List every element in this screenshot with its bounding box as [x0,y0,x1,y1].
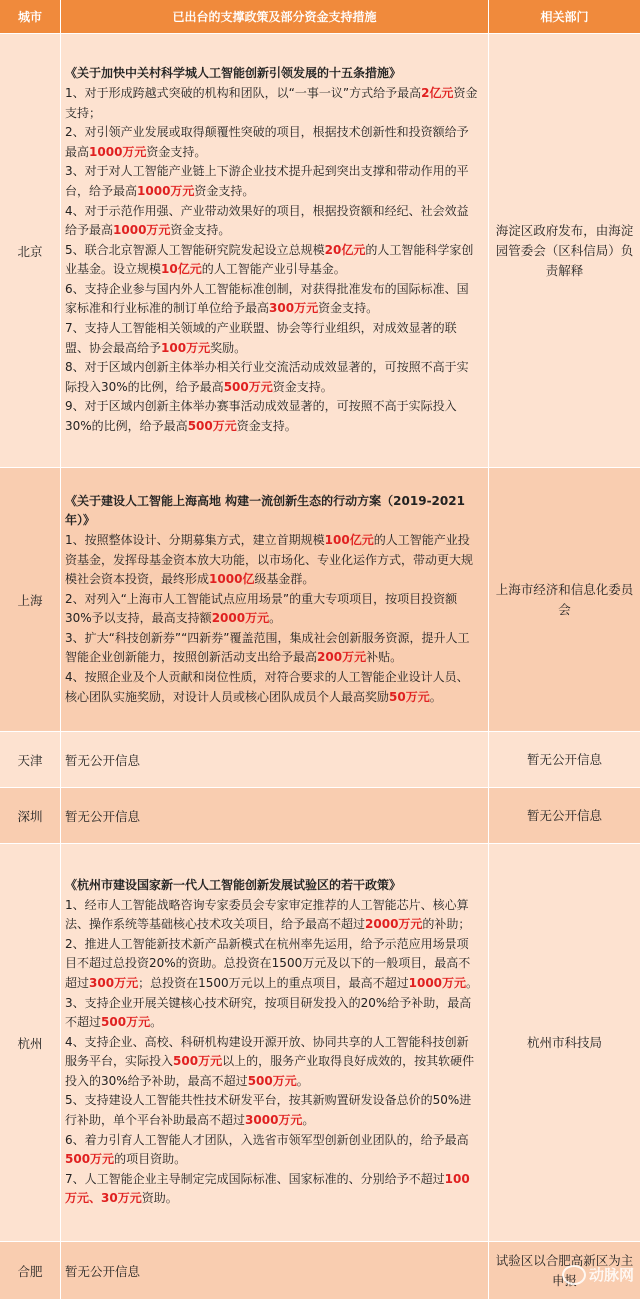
policy-text: 7、支持人工智能相关领域的产业联盟、协会等行业组织，对成效显著的联盟、协会最高给予 [65,321,457,355]
policy-text: 。 [466,975,479,990]
policy-cell: 暂无公开信息 [61,1242,489,1299]
amount-highlight: 500万元 [101,1015,151,1030]
policy-item [65,162,480,201]
amount-highlight: 1000万元 [137,183,195,198]
policy-items [65,896,480,1210]
dept-cell: 试验区以合肥高新区为主申报 [495,1252,634,1288]
policy-item [65,280,480,319]
amount-highlight: 3000万元 [245,1113,303,1128]
policy-text: 2、对引领产业发展或取得颠覆性突破的项目，根据技术创新性和投资额给予最高 [65,125,469,159]
policy-text: 。 [429,689,442,704]
policy-text: 2、对列入“上海市人工智能试点应用场景”的重大专项项目，按项目投资额30%予以支持，最高支持额 [65,591,458,626]
policy-item [65,84,480,123]
watermark-text: 动脉网 [588,1265,634,1284]
policy-text: 级基金群。 [254,572,315,587]
policy-item [65,935,480,994]
city-cell: 北京 [0,34,61,467]
policy-text: 以上的，服务产业取得良好成效的，按其软硬件投入的30%给予补助，最高不超过 [65,1054,475,1088]
policy-text: 资金支持。 [170,223,231,238]
amount-highlight: 1000万元 [408,975,467,990]
amount-highlight: 50万元 [389,689,430,704]
policy-item [65,531,480,590]
policy-text: 9、对于区域内创新主体举办赛事活动成效显著的，可按照不高于实际投入30%的比例，给予最高 [65,399,457,434]
policy-text: 的补助； [422,917,471,932]
city-cell: 天津 [0,732,61,787]
amount-highlight: 2亿元 [421,85,454,100]
policy-items [65,531,480,707]
amount-highlight: 300万元 [269,301,319,316]
amount-highlight: 1000万元 [89,144,147,159]
city-cell: 深圳 [0,788,61,843]
policy-text: 资金支持。 [236,419,297,434]
policy-text: 6、支持企业参与国内外人工智能标准创制，对获得批准发布的国际标准、国家标准和行业标准的制订单位给予最高 [65,281,469,316]
policy-text: 。 [296,1073,309,1088]
policy-item [65,1170,480,1209]
dept-cell: 暂无公开信息 [526,807,602,823]
table-row-hefei [0,1242,640,1299]
policy-text: 。 [150,1015,163,1030]
policy-item [65,896,480,935]
policy-item [65,629,480,668]
policy-text: 资金支持。 [318,301,379,316]
policy-cell [61,34,489,467]
policy-text: 5、支持建设人工智能共性技术研发平台，按其新购置研发设备总价的50%进行补助，单个平台补助最高不超过 [65,1093,472,1128]
city-cell: 合肥 [0,1242,61,1299]
policy-title: 《杭州市建设国家新一代人工智能创新发展试验区的若干政策》 [65,877,402,892]
table-row-tianjin [0,732,640,788]
dept-cell: 杭州市科技局 [526,1034,602,1050]
amount-highlight: 500万元 [173,1054,223,1069]
amount-highlight: 300万元 [89,975,139,990]
policy-text: 6、着力引育人工智能人才团队，入选省市领军型创新创业团队的，给予最高 [65,1132,469,1147]
policy-item [65,1033,480,1092]
policy-text: 的项目资助。 [114,1152,187,1167]
dept-cell: 海淀区政府发布，由海淀园管委会（区科信局）负责解释 [495,222,634,278]
policy-text: 5、联合北京智源人工智能研究院发起设立总规模 [65,242,325,257]
policy-item [65,202,480,241]
policy-item [65,668,480,707]
policy-text: 资助。 [141,1191,178,1206]
policy-text: 3、对于对人工智能产业链上下游企业技术提升起到突出支撑和带动作用的平台，给予最高 [65,164,469,198]
header-policy: 已出台的支撑政策及部分资金支持措施 [61,0,489,33]
chat-bubble-icon [562,1265,586,1285]
table-row-hangzhou [0,844,640,1242]
policy-item [65,358,480,397]
policy-text: 资金支持。 [146,144,207,159]
policy-text: 资金支持。 [272,379,333,394]
table-row-beijing [0,34,640,468]
policy-text: 。 [269,611,282,626]
amount-highlight: 500万元 [223,379,273,394]
amount-highlight: 1000万元 [113,223,171,238]
amount-highlight: 200万元 [317,650,367,665]
policy-text: 7、人工智能企业主导制定完成国际标准、国家标准的、分别给予不超过 [65,1171,445,1186]
amount-highlight: 100万元、30万元 [65,1171,470,1206]
policy-text: 奖励。 [210,340,247,355]
policy-text: 1、按照整体设计、分期募集方式，建立首期规模 [65,532,325,547]
policy-text: 资金支持； [65,85,478,120]
policy-items [65,84,480,437]
policy-item [65,319,480,358]
policy-text: 的人工智能产业投资基金，发挥母基金资本放大功能，以市场化、专业化运作方式，带动更大规模社会资本投资，最终形成 [65,532,474,587]
amount-highlight: 20亿元 [324,242,366,257]
policy-text: 。 [302,1113,315,1128]
policy-item [65,590,480,629]
policy-item [65,1091,480,1130]
policy-item [65,123,480,162]
city-cell: 杭州 [0,844,61,1241]
table-header [0,0,640,34]
policy-cell: 暂无公开信息 [61,732,489,787]
policy-text: 的人工智能科学家创业基金。设立规模 [65,242,474,277]
policy-cell [61,468,489,731]
amount-highlight: 10亿元 [161,262,202,277]
policy-text: 的人工智能产业引导基金。 [201,262,346,277]
watermark [562,1264,634,1286]
amount-highlight: 500万元 [187,419,237,434]
policy-item [65,1131,480,1170]
dept-cell: 上海市经济和信息化委员会 [495,581,634,617]
amount-highlight: 500万元 [65,1152,115,1167]
policy-text: 资金支持。 [194,183,255,198]
amount-highlight: 2000万元 [211,611,270,626]
policy-item [65,994,480,1033]
policy-text: 4、按照企业及个人贡献和岗位性质，对符合要求的人工智能企业设计人员、核心团队实施奖励，对设计人员或核心团队成员个人最高奖励 [65,670,469,704]
policy-cell [61,844,489,1241]
header-city: 城市 [0,0,61,33]
city-cell: 上海 [0,468,61,731]
policy-text: 补贴。 [366,650,403,665]
policy-text: 4、对于示范作用强、产业带动效果好的项目，根据投资额和经纪、社会效益给予最高 [65,203,469,238]
amount-highlight: 1000亿 [209,572,255,587]
amount-highlight: 500万元 [247,1073,297,1088]
policy-text: 2、推进人工智能新技术新产品新模式在杭州率先运用，给予示范应用场景项目不超过总投资20%的资助。总投资在1500万元及以下的一般项目，最高不超过 [65,936,471,990]
table-row-shanghai [0,468,640,732]
dept-cell: 暂无公开信息 [526,751,602,767]
policy-text: 4、支持企业、高校、科研机构建设开源开放、协同共享的人工智能科技创新服务平台，实际投入 [65,1034,469,1069]
policy-text: ；总投资在1500万元以上的重点项目，最高不超过 [138,975,409,990]
policy-text: 3、扩大“科技创新券”“四新券”覆盖范围，集成社会创新服务资源，提升人工智能企业创新能力，按照创新活动支出给予最高 [65,630,470,665]
policy-cell: 暂无公开信息 [61,788,489,843]
amount-highlight: 100万元 [161,340,211,355]
policy-text: 8、对于区域内创新主体举办相关行业交流活动成效显著的，可按照不高于实际投入30%的比例，给予最高 [65,360,469,394]
header-dept: 相关部门 [540,10,589,24]
policy-text: 1、经市人工智能战略咨询专家委员会专家审定推荐的人工智能芯片、核心算法、操作系统等基础核心技术攻关项目，给予最高不超过 [65,897,469,932]
amount-highlight: 100亿元 [324,532,374,547]
policy-item [65,241,480,280]
table-row-shenzhen [0,788,640,844]
policy-text: 3、支持企业开展关键核心技术研究，按项目研发投入的20%给予补助，最高不超过 [65,995,472,1030]
policy-title: 《关于建设人工智能上海高地 构建一流创新生态的行动方案（2019-2021年）》 [65,493,465,528]
policy-item [65,397,480,436]
amount-highlight: 2000万元 [365,917,423,932]
policy-text: 1、对于形成跨越式突破的机构和团队，以“一事一议”方式给予最高 [65,85,422,100]
policy-title: 《关于加快中关村科学城人工智能创新引领发展的十五条措施》 [65,66,402,81]
